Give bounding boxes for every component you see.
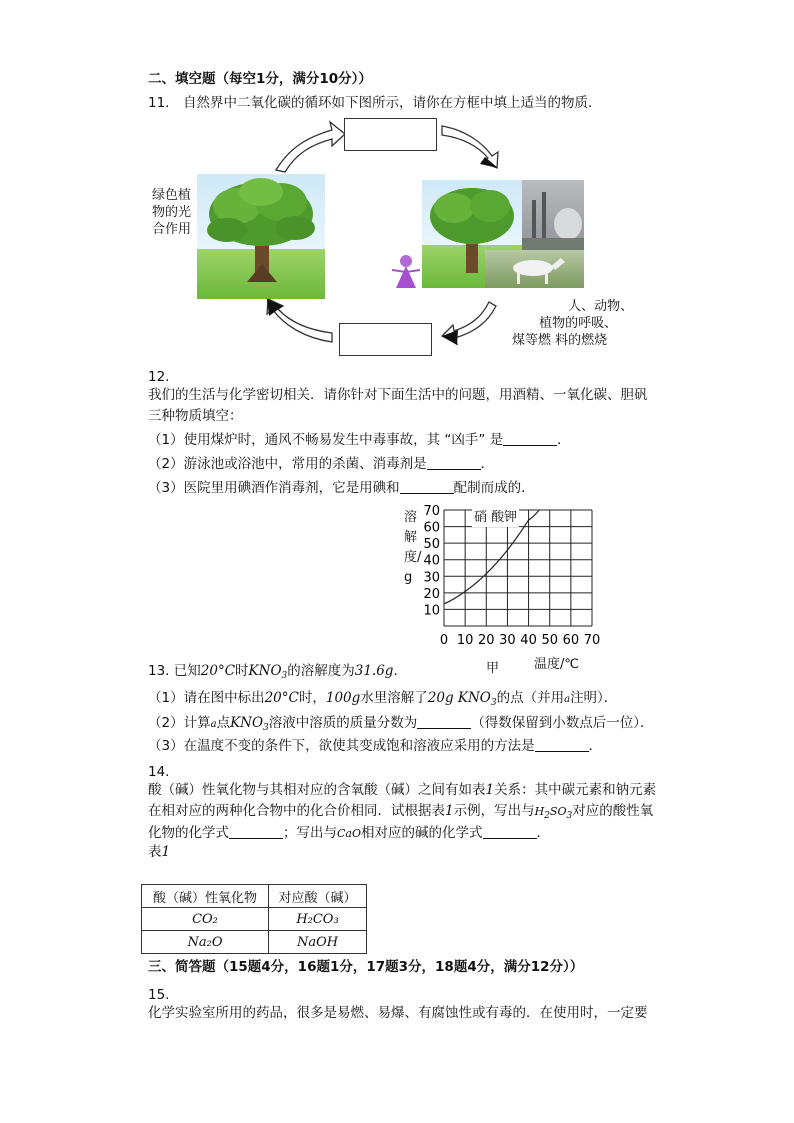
q13-blank-2[interactable] [417,715,471,729]
right-caption: 人、动物、 植物的呼吸、 煤等燃 料的燃烧 [512,299,634,348]
q13-stem: 13. 已知20°C时$KNO_3$的溶解度为31.6g． [148,663,407,681]
x-tick-label: 40 [520,633,537,648]
q12-intro-line1: 我们的生活与化学密切相关．请你针对下面生活中的问题，用酒精、一氧化碳、胆矾 [148,387,648,403]
q11-number: 11. [148,95,170,111]
y-tick-label: 10 [423,603,440,619]
q14-blank-1[interactable] [229,825,283,839]
x-tick-label: 20 [478,633,495,648]
chart-title: 硝 酸钾 [474,510,518,525]
person-icon [390,252,422,290]
y-tick-label: 30 [423,570,440,586]
table-cell: NaOH [269,931,367,954]
table-header-row [142,885,367,908]
q15-text: 化学实验室所用的药品，很多是易燃、易爆、有腐蚀性或有毒的．在使用时，一定要 [148,1005,648,1021]
q12-item-3: （3）医院里用碘酒作消毒剂，它是用碘和 配制而成的． [148,480,535,496]
left-caption: 绿色植 物的光 合作用 [152,188,192,237]
q14-line-3: 化物的化学式 ；写出与CaO相对应的碱的化学式 ． [148,825,550,841]
q12-number: 12. [148,369,170,385]
table-header-cell: 酸（碱）性氧化物 [142,885,269,908]
y-tick-label: 50 [423,537,440,553]
carbon-cycle-diagram [140,112,640,362]
chart-xlabel: 温度/℃ [534,657,579,672]
x-tick-label: 70 [583,633,601,648]
table-row [142,908,367,931]
q12-intro-line2: 三种物质填空： [148,408,243,424]
q14-line-1: 酸（碱）性氧化物与其相对应的含氧酸（碱）之间有如表1关系：其中碳元素和钠元素 [148,782,657,798]
y-tick-label: 40 [423,553,440,569]
tree-image-left [197,174,325,299]
x-tick-label: 50 [541,633,558,648]
factory-image [522,180,584,252]
table-header-cell: 对应酸（碱） [269,885,367,908]
q15-number: 15. [148,987,170,1003]
table-cell: H₂CO₃ [269,908,367,931]
x-tick-label: 30 [499,633,516,648]
q14-table-label: 表1 [148,844,171,860]
y-tick-label: 70 [423,504,440,519]
chart-caption: 甲 [486,661,500,676]
q13-item-1: （1）请在图中标出20°C时，100g水里溶解了20g $KNO_3$的点（并用a注明）． [148,690,618,708]
q13-blank-3[interactable] [535,738,589,752]
solubility-chart [400,500,610,676]
table-row [142,931,367,954]
y-tick-label: 60 [423,520,440,536]
x-tick-label: 10 [456,633,474,648]
q12-blank-2[interactable] [427,456,481,470]
y-tick-label: 20 [423,586,440,602]
q11-text: 自然界中二氧化碳的循环如下图所示，请你在方框中填上适当的物质． [183,95,602,111]
answer-box-top[interactable] [344,118,437,151]
table-1 [141,884,367,954]
chart-ylabel: 溶解度/g [404,510,422,585]
q14-number: 14. [148,764,170,780]
arrow-up-right-icon [276,122,345,172]
section-3-title: 三、简答题（15题4分，16题1分，17题3分，18题4分，满分12分）） [148,959,584,975]
q13-item-2: （2）计算a点$KNO_3$溶液中溶质的质量分数为 （得数保留到小数点后一位）． [148,715,654,733]
section-2-title: 二、填空题（每空1分，满分10分）） [148,71,372,87]
q14-blank-2[interactable] [483,825,537,839]
answer-box-bottom[interactable] [339,323,432,356]
table-cell: Na₂O [142,931,269,954]
q12-blank-3[interactable] [400,480,454,494]
x-tick-label: 0 [439,633,449,648]
q12-item-2: （2）游泳池或浴池中，常用的杀菌、消毒剂是 ． [148,456,495,472]
q12-item-1: （1）使用煤炉时，通风不畅易发生中毒事故，其 “凶手” 是 ． [148,432,571,448]
q14-line-2: 在相对应的两种化合物中的化合价相同．试根据表1示例，写出与$H_2SO_3$对应的酸性氧 [148,803,654,821]
q12-blank-1[interactable] [503,432,557,446]
q13-item-3: （3）在温度不变的条件下，欲使其变成饱和溶液应采用的方法是 ． [148,738,603,754]
horse-image [485,250,584,288]
x-tick-label: 60 [562,633,580,648]
table-cell: CO₂ [142,908,269,931]
